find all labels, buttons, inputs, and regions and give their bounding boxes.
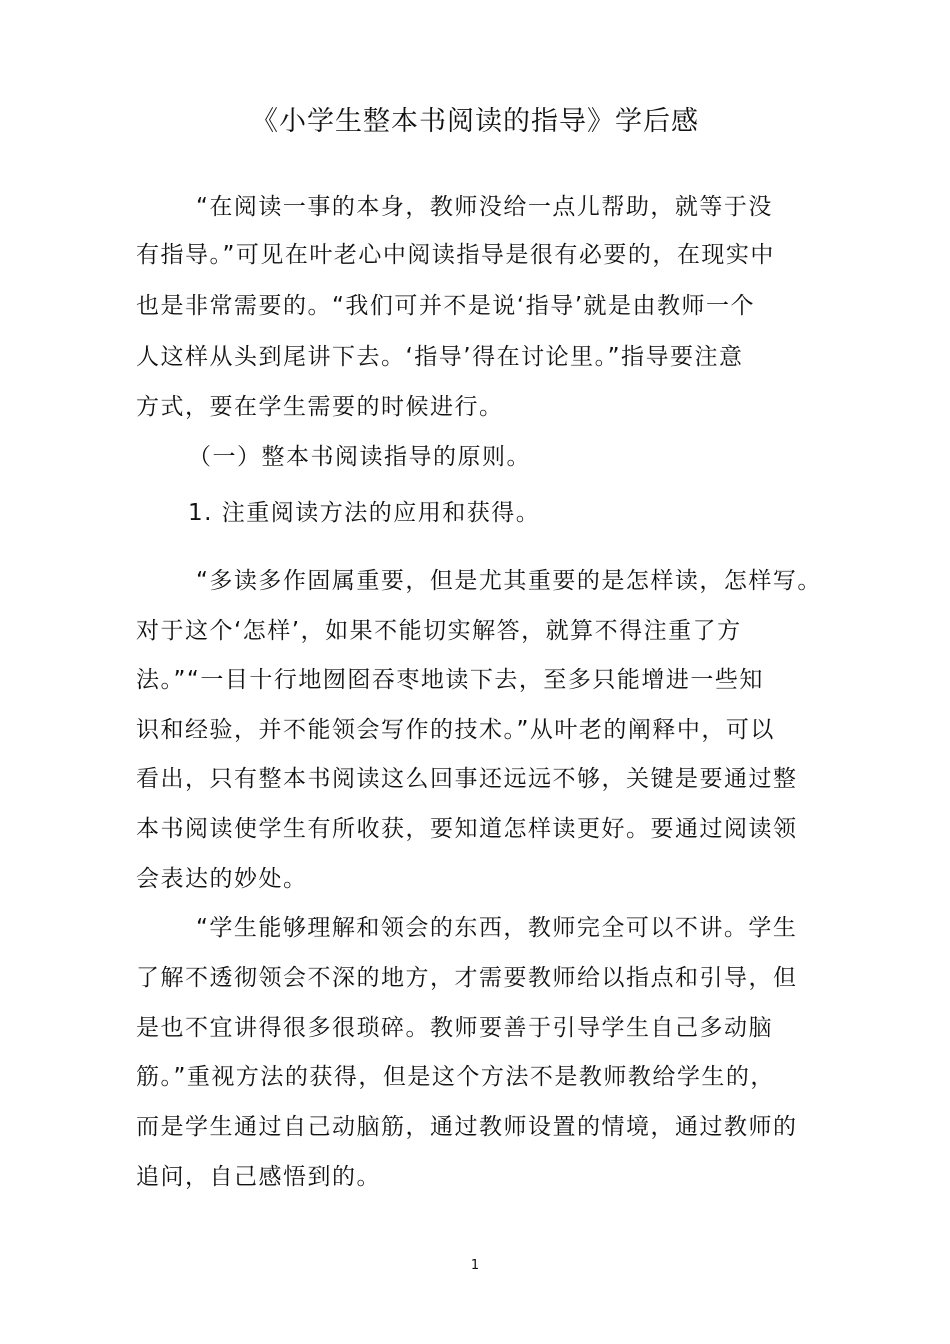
paragraph-line: 了解不透彻领会不深的地方，才需要教师给以指点和引导，但 — [136, 965, 798, 991]
document-title: 《小学生整本书阅读的指导》学后感 — [251, 106, 699, 137]
paragraph-line: 筋。”重视方法的获得，但是这个方法不是教师教给学生的， — [136, 1064, 775, 1090]
paragraph-line: 看出，只有整本书阅读这么回事还远远不够，关键是要通过整 — [136, 766, 798, 792]
paragraph-line: 也是非常需要的。“我们可并不是说‘指导’就是由教师一个 — [136, 293, 756, 319]
paragraph-line: “多读多作固属重要，但是尤其重要的是怎样读，怎样写。 — [196, 568, 822, 594]
paragraph-line: 对于这个‘怎样’，如果不能切实解答，就算不得注重了方 — [136, 618, 742, 644]
section-heading: （一）整本书阅读指导的原则。 — [188, 444, 531, 470]
paragraph-line: 识和经验，并不能领会写作的技术。”从叶老的阐释中，可以 — [136, 717, 775, 743]
paragraph-line: 方式，要在学生需要的时候进行。 — [136, 394, 504, 420]
paragraph-line: 法。”“一目十行地囫囵吞枣地读下去，至多只能增进一些知 — [136, 667, 764, 693]
paragraph-line: 而是学生通过自己动脑筋，通过教师设置的情境，通过教师的 — [136, 1114, 798, 1140]
paragraph-line: 有指导。”可见在叶老心中阅读指导是很有必要的，在现实中 — [136, 242, 775, 268]
paragraph-line: “在阅读一事的本身，教师没给一点儿帮助，就等于没 — [196, 194, 773, 220]
subsection-heading: 1. 注重阅读方法的应用和获得。 — [188, 500, 541, 526]
paragraph-line: “学生能够理解和领会的东西，教师完全可以不讲。学生 — [196, 915, 798, 941]
page-number: 1 — [470, 1258, 480, 1273]
paragraph-line: 人这样从头到尾讲下去。‘指导’得在讨论里。”指导要注意 — [136, 344, 744, 370]
paragraph-line: 是也不宜讲得很多很琐碎。教师要善于引导学生自己多动脑 — [136, 1015, 773, 1041]
paragraph-line: 本书阅读使学生有所收获，要知道怎样读更好。要通过阅读领 — [136, 816, 798, 842]
paragraph-line: 追问，自己感悟到的。 — [136, 1164, 381, 1190]
paragraph-line: 会表达的妙处。 — [136, 866, 308, 892]
